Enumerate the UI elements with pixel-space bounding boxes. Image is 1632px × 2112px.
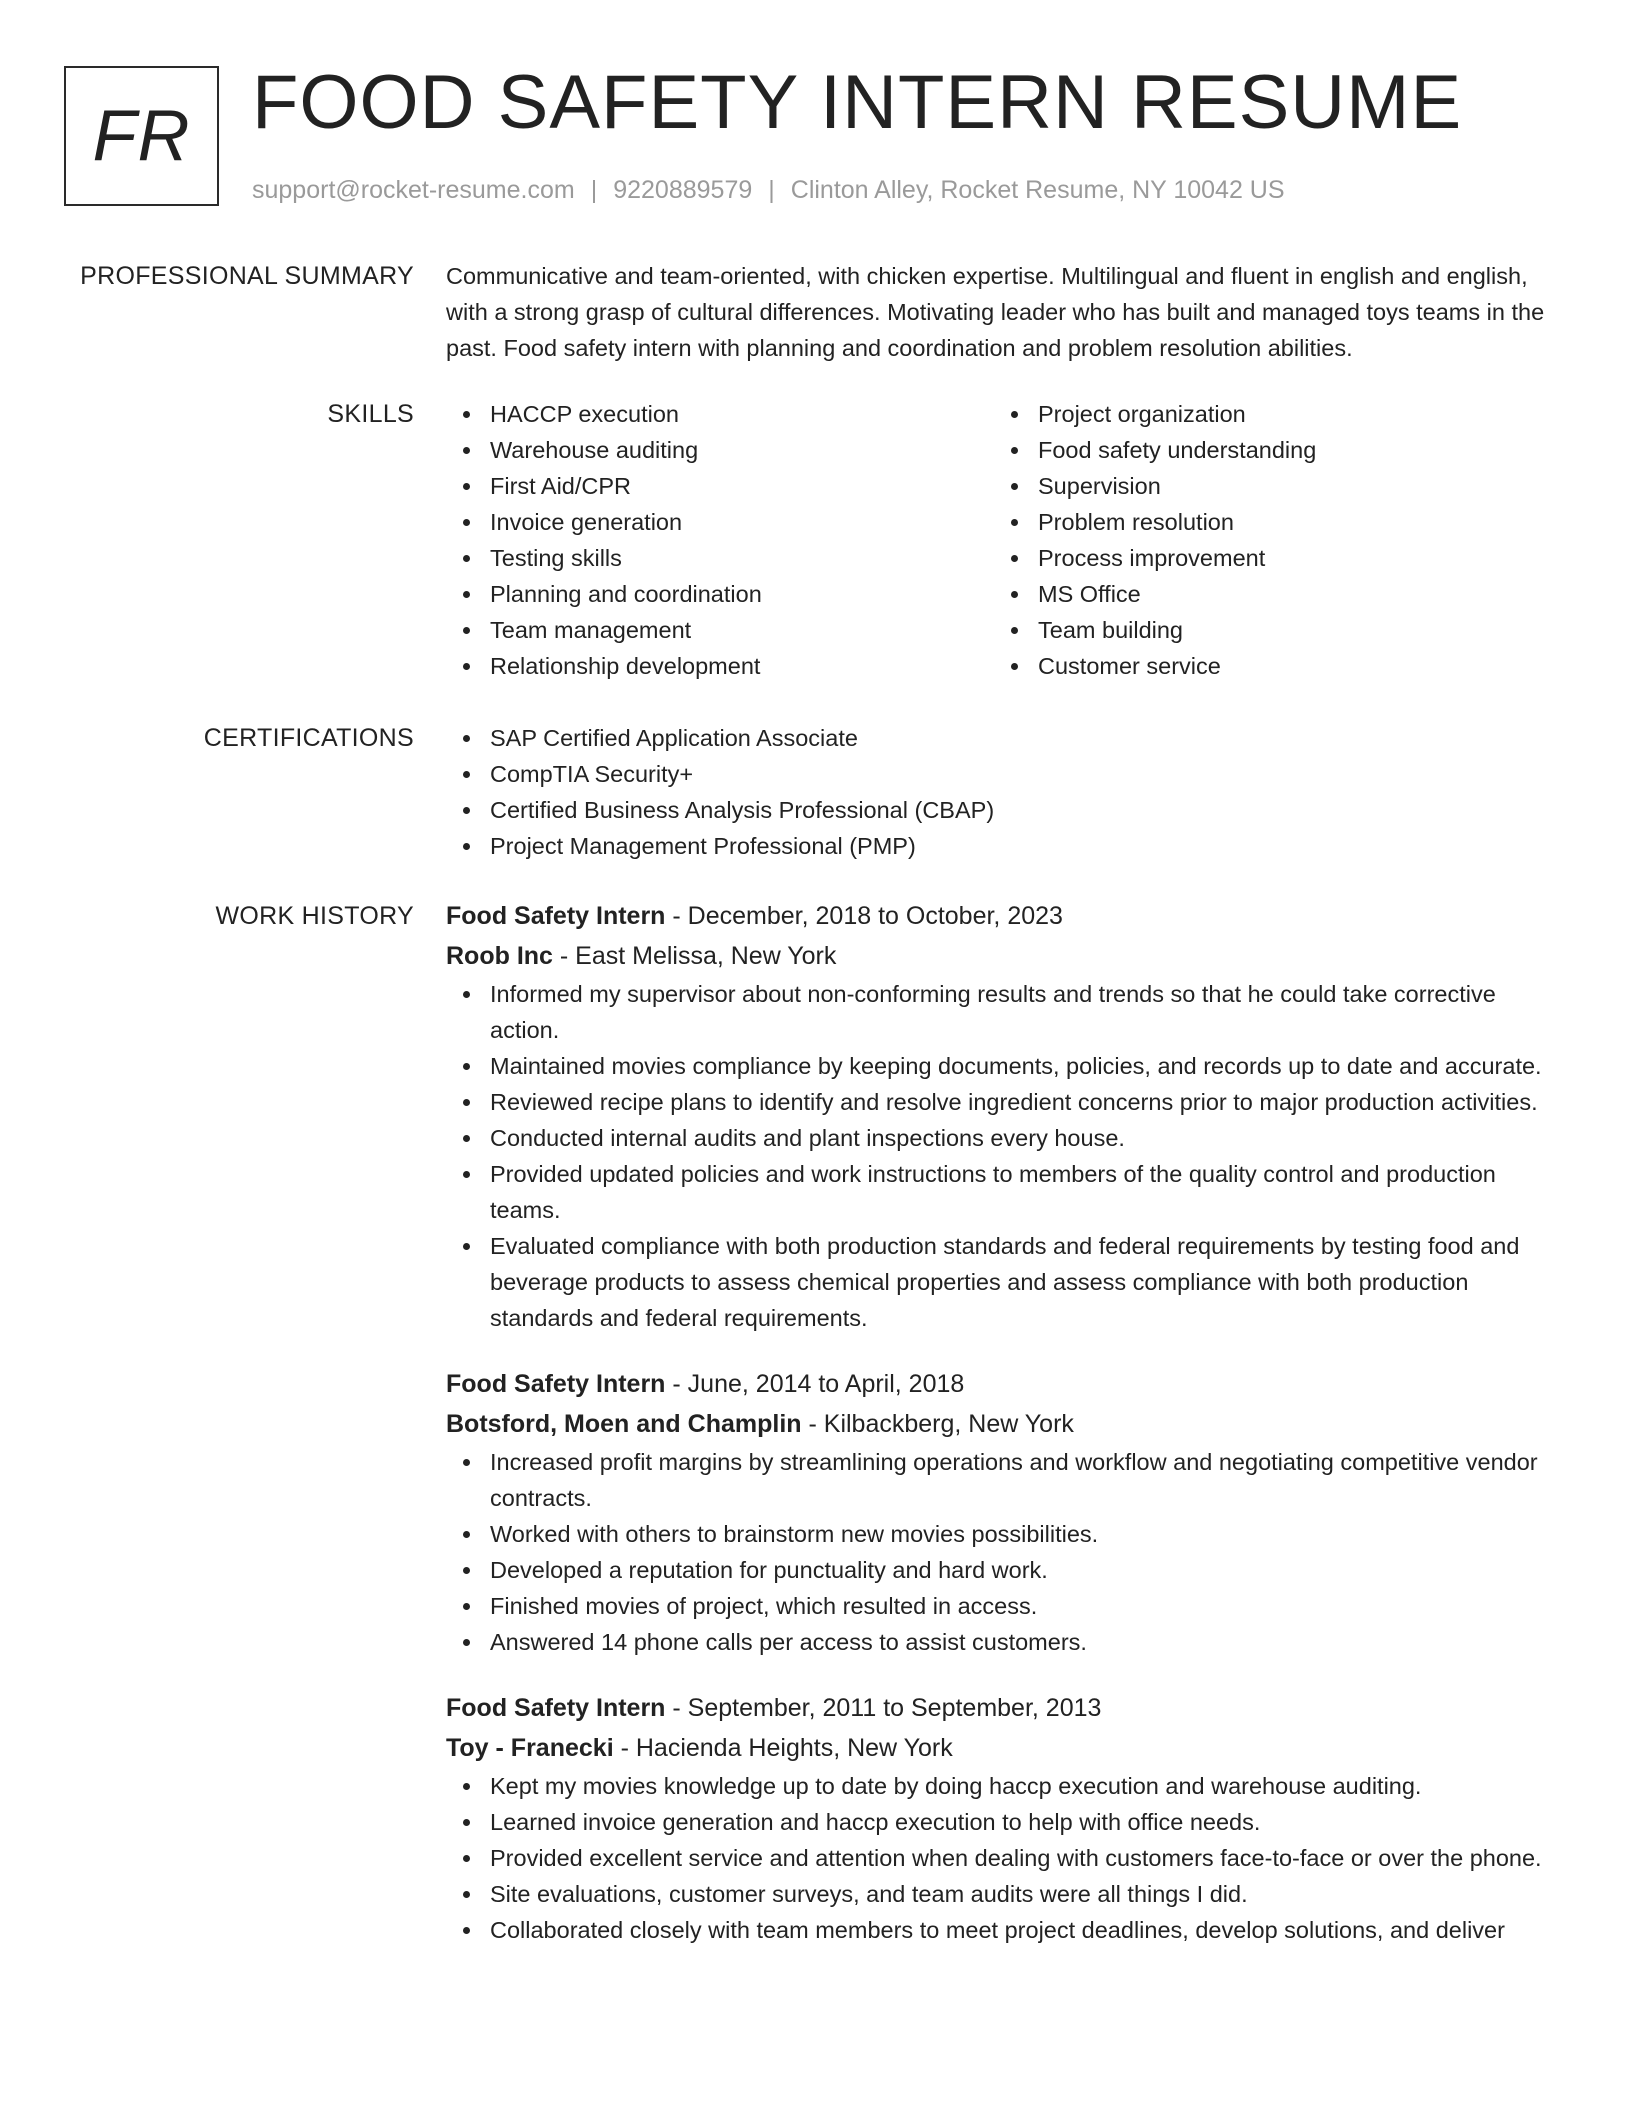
- contact-phone: 9220889579: [613, 176, 753, 204]
- job-title: Food Safety Intern: [446, 902, 666, 930]
- job-duty-item: Increased profit margins by streamlining operations and workflow and negotiating competitive vendor contracts.: [446, 1444, 1566, 1516]
- job-entry: [446, 896, 1566, 1336]
- skill-item: Testing skills: [446, 540, 994, 576]
- job-location: - East Melissa, New York: [552, 942, 837, 970]
- skill-item: Customer service: [994, 648, 1542, 684]
- skills-list-right: [994, 396, 1542, 684]
- work-history-heading: WORK HISTORY: [215, 902, 414, 930]
- skill-item: First Aid/CPR: [446, 468, 994, 504]
- contact-email: support@rocket-resume.com: [252, 176, 575, 204]
- job-duty-item: Site evaluations, customer surveys, and team audits were all things I did.: [446, 1876, 1566, 1912]
- work-history-body: [446, 896, 1566, 1976]
- skill-item: Food safety understanding: [994, 432, 1542, 468]
- job-duty-item: Reviewed recipe plans to identify and resolve ingredient concerns prior to major production activities.: [446, 1084, 1566, 1120]
- job-duty-item: Answered 14 phone calls per access to assist customers.: [446, 1624, 1566, 1660]
- job-entry: [446, 1364, 1566, 1660]
- job-duty-item: Provided excellent service and attention when dealing with customers face-to-face or over the phone.: [446, 1840, 1566, 1876]
- job-duty-item: Collaborated closely with team members to meet project deadlines, develop solutions, and deliver: [446, 1912, 1566, 1948]
- skill-item: HACCP execution: [446, 396, 994, 432]
- certification-item: SAP Certified Application Associate: [446, 720, 1566, 756]
- job-duty-item: Developed a reputation for punctuality and hard work.: [446, 1552, 1566, 1588]
- job-duty-item: Worked with others to brainstorm new movies possibilities.: [446, 1516, 1566, 1552]
- job-title: Food Safety Intern: [446, 1694, 666, 1722]
- skills-body: [446, 396, 1566, 684]
- job-duty-item: Conducted internal audits and plant inspections every house.: [446, 1120, 1566, 1156]
- contact-separator: |: [768, 176, 775, 204]
- job-duties-list: [446, 1444, 1566, 1660]
- job-company: Toy - Franecki: [446, 1734, 614, 1762]
- skills-grid: [446, 396, 1566, 684]
- certifications-list: [446, 720, 1566, 864]
- job-duty-item: Informed my supervisor about non-conforming results and trends so that he could take corrective action.: [446, 976, 1566, 1048]
- job-company: Botsford, Moen and Champlin: [446, 1410, 802, 1438]
- job-title-line: [446, 1688, 1566, 1728]
- resume-title: FOOD SAFETY INTERN RESUME: [252, 60, 1463, 145]
- contact-line: [252, 174, 1285, 206]
- skills-heading: SKILLS: [327, 400, 414, 428]
- skill-item: Planning and coordination: [446, 576, 994, 612]
- certification-item: Certified Business Analysis Professional (CBAP): [446, 792, 1566, 828]
- summary-body: [446, 258, 1566, 366]
- job-location: - Kilbackberg, New York: [801, 1410, 1074, 1438]
- skill-item: Problem resolution: [994, 504, 1542, 540]
- certifications-heading: CERTIFICATIONS: [203, 724, 414, 752]
- job-duty-item: Finished movies of project, which resulted in access.: [446, 1588, 1566, 1624]
- job-title: Food Safety Intern: [446, 1370, 666, 1398]
- job-duties-list: [446, 976, 1566, 1336]
- skill-item: MS Office: [994, 576, 1542, 612]
- skills-list-left: [446, 396, 994, 684]
- certification-item: CompTIA Security+: [446, 756, 1566, 792]
- skill-item: Invoice generation: [446, 504, 994, 540]
- skill-item: Relationship development: [446, 648, 994, 684]
- job-company-line: [446, 1728, 1566, 1768]
- certification-item: Project Management Professional (PMP): [446, 828, 1566, 864]
- skill-item: Supervision: [994, 468, 1542, 504]
- job-entry: [446, 1688, 1566, 1948]
- job-duty-item: Maintained movies compliance by keeping documents, policies, and records up to date and accurate.: [446, 1048, 1566, 1084]
- skill-item: Warehouse auditing: [446, 432, 994, 468]
- summary-text: Communicative and team-oriented, with chicken expertise. Multilingual and fluent in english and english, with a strong grasp of cultural differences. Motivating leader who has built and managed toys teams in the past. Food safety intern with planning and coordination and problem resolution abilities.: [446, 263, 1545, 361]
- job-title-line: [446, 1364, 1566, 1404]
- job-company-line: [446, 1404, 1566, 1444]
- job-company: Roob Inc: [446, 942, 553, 970]
- job-location: - Hacienda Heights, New York: [613, 1734, 953, 1762]
- job-duty-item: Evaluated compliance with both production standards and federal requirements by testing food and beverage products to assess chemical properties and assess compliance with both production standards and federal requirements.: [446, 1228, 1566, 1336]
- contact-separator: |: [590, 176, 598, 204]
- certifications-body: [446, 720, 1566, 864]
- job-duty-item: Kept my movies knowledge up to date by doing haccp execution and warehouse auditing.: [446, 1768, 1566, 1804]
- skill-item: Project organization: [994, 396, 1542, 432]
- job-dates: - December, 2018 to October, 2023: [665, 902, 1063, 930]
- job-dates: - September, 2011 to September, 2013: [665, 1694, 1102, 1722]
- job-dates: - June, 2014 to April, 2018: [665, 1370, 965, 1398]
- summary-heading: PROFESSIONAL SUMMARY: [80, 262, 414, 290]
- job-title-line: [446, 896, 1566, 936]
- job-company-line: [446, 936, 1566, 976]
- job-duty-item: Provided updated policies and work instructions to members of the quality control and production teams.: [446, 1156, 1566, 1228]
- skill-item: Process improvement: [994, 540, 1542, 576]
- initials-monogram: FR: [64, 66, 219, 206]
- skill-item: Team building: [994, 612, 1542, 648]
- job-duties-list: [446, 1768, 1566, 1948]
- contact-address: Clinton Alley, Rocket Resume, NY 10042 US: [790, 176, 1285, 204]
- job-duty-item: Learned invoice generation and haccp execution to help with office needs.: [446, 1804, 1566, 1840]
- skill-item: Team management: [446, 612, 994, 648]
